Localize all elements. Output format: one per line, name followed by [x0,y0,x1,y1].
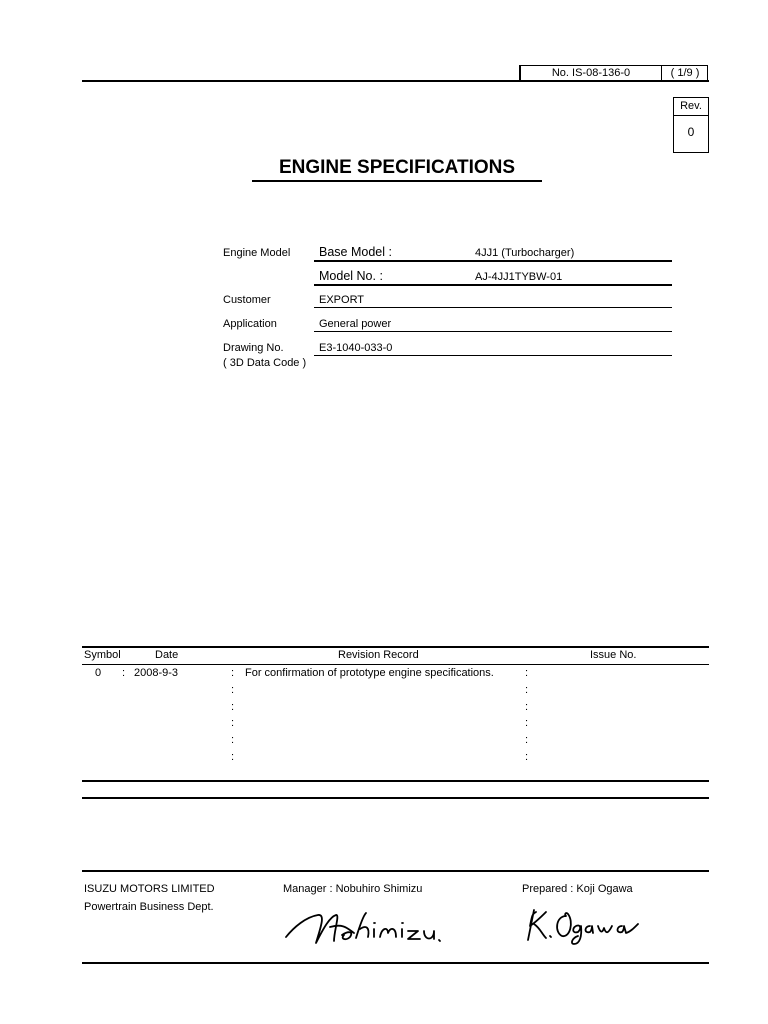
application-line [314,331,672,332]
rev-header-date: Date [155,649,179,661]
customer-label: Customer [223,294,271,306]
rev-colon: : [525,717,529,729]
company-name: ISUZU MOTORS LIMITED [84,883,215,895]
rev-colon: : [231,667,235,679]
rev-table-bottom-rule-2 [82,797,709,799]
rev-colon: : [122,667,126,679]
doc-number: No. IS-08-136-0 [551,67,631,79]
drawing-value: E3-1040-033-0 [319,342,393,354]
rev-row-date: 2008-9-3 [134,667,179,679]
footer-top-rule [82,870,709,872]
customer-value: EXPORT [319,294,365,306]
preparer-signature [526,902,642,946]
rev-colon: : [231,751,235,763]
drawing-sub-label: ( 3D Data Code ) [223,357,307,369]
drawing-label: Drawing No. [223,342,284,354]
preparer-name: Prepared : Koji Ogawa [522,883,633,895]
base-model-label: Base Model : [319,245,392,259]
rev-colon: : [231,701,235,713]
department: Powertrain Business Dept. [84,901,214,913]
page-title: ENGINE SPECIFICATIONS [278,157,516,178]
manager-signature [284,905,444,950]
rev-table-bottom-rule [82,780,709,782]
model-no-value: AJ-4JJ1TYBW-01 [475,271,563,283]
rev-header-issue: Issue No. [590,649,637,661]
rev-colon: : [525,751,529,763]
rev-row-symbol: 0 [95,667,102,679]
rev-box [673,97,709,153]
base-model-line [314,260,672,262]
rev-colon: : [525,701,529,713]
rev-label: Rev. [680,100,702,112]
rev-table-top-rule [82,646,709,648]
manager-name: Manager : Nobuhiro Shimizu [283,883,423,895]
rev-value: 0 [687,125,695,139]
model-no-label: Model No. : [319,269,383,283]
application-value: General power [319,318,392,330]
footer-bottom-rule [82,962,709,964]
rev-row-record: For confirmation of prototype engine specifications. [245,667,494,679]
rev-header-symbol: Symbol [84,649,121,661]
rev-colon: : [525,684,529,696]
rev-colon: : [525,734,529,746]
base-model-value: 4JJ1 (Turbocharger) [475,247,575,259]
customer-line [314,307,672,308]
page-number: ( 1/9 ) [670,67,700,79]
application-label: Application [223,318,277,330]
rev-header-record: Revision Record [338,649,419,661]
rev-colon: : [231,717,235,729]
model-no-line [314,284,672,286]
rev-colon: : [525,667,529,679]
engine-model-label: Engine Model [223,247,291,259]
rev-colon: : [231,734,235,746]
drawing-line [314,355,672,356]
doc-number-box [519,65,708,81]
rev-colon: : [231,684,235,696]
title-underline [252,180,542,182]
rev-table-header-rule [82,664,709,665]
